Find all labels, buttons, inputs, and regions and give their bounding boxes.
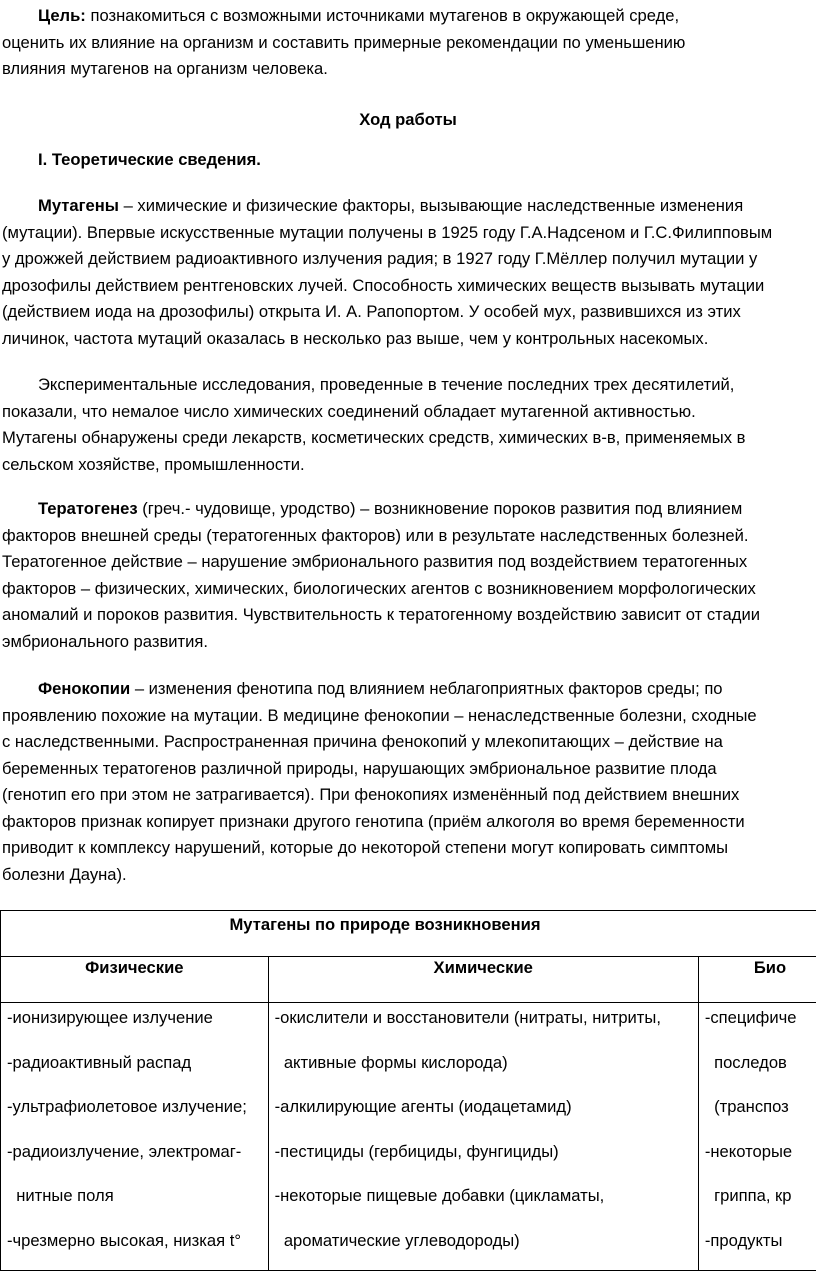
goal-label: Цель: [38,6,86,25]
mutagens-paragraph: Мутагены – химические и физические факторы, вызывающие наследственные изменения (мутации). Впервые искусственные мутации получены в 1925 году Г.А.Надсеном и Г.С.Филипповым у дрожжей действием радиоактивного излучения радия; в 1927 году Г.Мёллер получил мутации у дрозофилы действием рентгеновских лучей. Способность химических веществ вызывать мутации (действием иода на дрозофилы) открыта И. А. Рапопортом. У особей мух, развившихся из этих личинок, частота мутаций оказалась в несколько раз выше, чем у контрольных насекомых. [2,196,773,348]
list-item: нитные поля [7,1186,114,1205]
column-chemical [268,1003,698,1271]
progress-heading: Ход работы [359,110,457,129]
section-heading: I. Теоретические сведения. [38,150,261,169]
phenocopies-term: Фенокопии [38,679,131,698]
phenocopies-paragraph: Фенокопии – изменения фенотипа под влиянием неблагоприятных факторов среды; по проявлению похожие на мутации. В медицине фенокопии – ненаследственные болезни, сходные с наследственными. Распространенная причина фенокопий у млекопитающих – действие на беременных тератогенов различной природы, нарушающих эмбриональное развитие плода (генотип его при этом не затрагивается). При фенокопиях изменённый под действием внешних факторов признак копирует признаки другого генотипа (приём алкоголя во время беременности приводит к комплексу нарушений, которые до некоторой степени могут копировать симптомы болезни Дауна). [2,679,757,884]
goal-line: Цель: познакомиться с возможными источниками мутагенов в окружающей среде, [38,6,680,25]
goal-line: влияния мутагенов на организм человека. [2,59,328,78]
list-item: -чрезмерно высокая, низкая t° [7,1230,241,1250]
list-item: -окислители и восстановители (нитраты, нитриты, [274,1008,661,1027]
goal-paragraph [2,3,816,83]
list-item: -продукты [704,1230,783,1250]
experimental-paragraph: Экспериментальные исследования, проведенные в течение последних трех десятилетий, показали, что немалое число химических соединений обладает мутагенной активностью. Мутагены обнаружены среди лекарств, косметических средств, химических в-в, применяемых в сельском хозяйстве, промышленности. [2,375,746,474]
list-item: -некоторые пищевые добавки (цикламаты, [274,1186,605,1205]
list-item: -некоторые [704,1141,793,1161]
mutagens-term: Мутагены [38,196,119,215]
list-item: -радиоактивный распад [7,1052,192,1072]
column-biological [698,1003,816,1271]
list-item: -пестициды (гербициды, фунгициды) [274,1141,559,1161]
header-biological: Био [698,957,816,1003]
column-physical [1,1003,269,1271]
list-item: ароматические углеводороды) [274,1230,520,1250]
teratogenesis-term: Тератогенез [38,499,138,518]
goal-line: оценить их влияние на организм и составить примерные рекомендации по уменьшению [2,32,686,52]
header-chemical: Химические [268,957,698,1003]
header-physical: Физические [1,957,269,1003]
table-title: Мутагены по природе возникновения [1,911,816,957]
list-item: -ионизирующее излучение [7,1008,213,1027]
list-item: -радиоизлучение, электромаг- [7,1141,242,1161]
list-item: активные формы кислорода) [274,1052,508,1072]
teratogenesis-paragraph: Тератогенез (греч.- чудовище, уродство) – возникновение пороков развития под влиянием факторов внешней среды (тератогенных факторов) или в результате наследственных болезней. Тератогенное действие – нарушение эмбрионального развития под воздействием тератогенных факторов – физических, химических, биологических агентов с возникновением морфологических аномалий и пороков развития. Чувствительность к тератогенному воздействию зависит от стадии эмбрионального развития. [2,499,760,651]
list-item: -ультрафиолетовое излучение; [7,1097,247,1116]
list-item: последов [704,1052,787,1072]
list-item: гриппа, кр [704,1186,792,1205]
list-item: -алкилирующие агенты (иодацетамид) [274,1097,572,1116]
mutagens-table [0,910,816,1271]
section-heading-block [2,147,816,174]
list-item: -специфиче [704,1008,797,1027]
list-item: (транспоз [704,1097,789,1116]
